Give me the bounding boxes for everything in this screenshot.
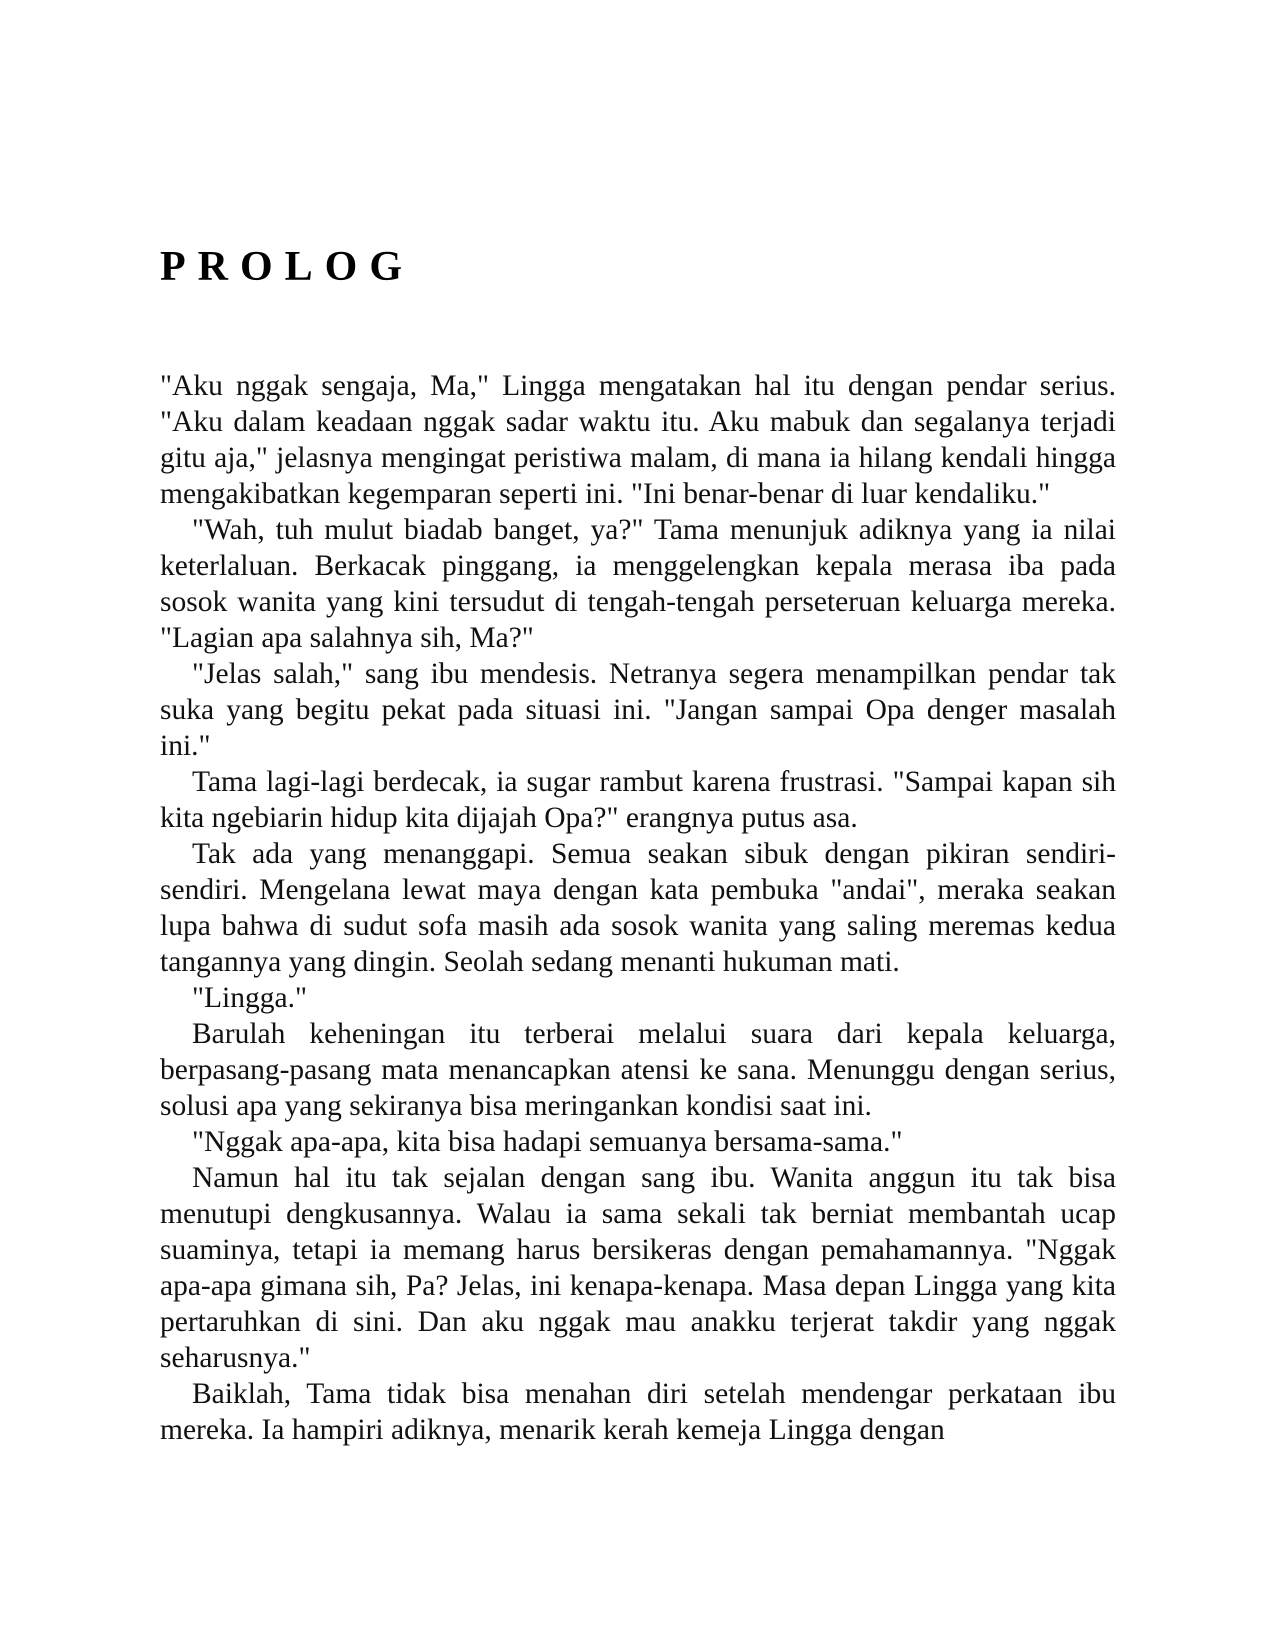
paragraph: Namun hal itu tak sejalan dengan sang ibu. Wanita anggun itu tak bisa menutupi dengkusannya. Walau ia sama sekali tak berniat membantah ucap suaminya, tetapi ia memang harus bersikeras dengan pemahamannya. "Nggak apa-apa gimana sih, Pa? Jelas, ini kenapa-kenapa. Masa depan Lingga yang kita pertaruhkan di sini. Dan aku nggak mau anakku terjerat takdir yang nggak seharusnya.": [160, 1162, 1116, 1374]
chapter-title: PROLOG: [160, 244, 415, 290]
prolog-body: [160, 368, 1116, 1448]
paragraph: "Lingga.": [192, 982, 308, 1014]
paragraph: "Nggak apa-apa, kita bisa hadapi semuanya bersama-sama.": [192, 1126, 903, 1158]
paragraph: Barulah keheningan itu terberai melalui suara dari kepala keluarga, berpasang-pasang mata menancapkan atensi ke sana. Menunggu dengan serius, solusi apa yang sekiranya bisa meringankan kondisi saat ini.: [160, 1018, 1116, 1122]
paragraph: Tak ada yang menanggapi. Semua seakan sibuk dengan pikiran sendiri-sendiri. Mengelana lewat maya dengan kata pembuka "andai", meraka seakan lupa bahwa di sudut sofa masih ada sosok wanita yang saling meremas kedua tangannya yang dingin. Seolah sedang menanti hukuman mati.: [160, 838, 1116, 978]
paragraph: "Wah, tuh mulut biadab banget, ya?" Tama menunjuk adiknya yang ia nilai keterlaluan. Berkacak pinggang, ia menggelengkan kepala merasa iba pada sosok wanita yang kini tersudut di tengah-tengah perseteruan keluarga mereka. "Lagian apa salahnya sih, Ma?": [160, 514, 1116, 654]
paragraph: Tama lagi-lagi berdecak, ia sugar rambut karena frustrasi. "Sampai kapan sih kita ngebiarin hidup kita dijajah Opa?" erangnya putus asa.: [160, 766, 1116, 834]
paragraph: "Jelas salah," sang ibu mendesis. Netranya segera menampilkan pendar tak suka yang begitu pekat pada situasi ini. "Jangan sampai Opa denger masalah ini.": [160, 658, 1116, 762]
paragraph: Baiklah, Tama tidak bisa menahan diri setelah mendengar perkataan ibu mereka. Ia hampiri adiknya, menarik kerah kemeja Lingga dengan: [160, 1378, 1116, 1446]
paragraph: "Aku nggak sengaja, Ma," Lingga mengatakan hal itu dengan pendar serius. "Aku dalam keadaan nggak sadar waktu itu. Aku mabuk dan segalanya terjadi gitu aja," jelasnya mengingat peristiwa malam, di mana ia hilang kendali hingga mengakibatkan kegemparan seperti ini. "Ini benar-benar di luar kendaliku.": [160, 370, 1116, 510]
